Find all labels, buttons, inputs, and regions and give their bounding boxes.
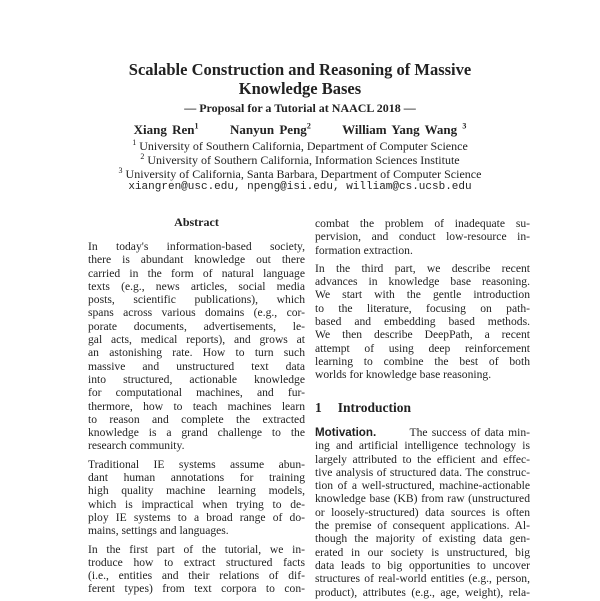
- text-line: combat the problem of inadequate su-: [315, 217, 530, 230]
- abstract-heading: Abstract: [174, 215, 219, 229]
- author-list: [0, 122, 600, 138]
- text-line: (i.e., entities and their relations of dif-: [88, 569, 305, 583]
- text-line: to the literature, focusing on path-: [315, 301, 530, 315]
- author: Nanyun Peng$^2$: [230, 122, 311, 138]
- text-line: In the first part of the tutorial, we in-: [88, 542, 305, 556]
- paragraph: [88, 240, 305, 453]
- text-line: knowledge is a grand challenge to the: [88, 426, 305, 440]
- text-line: tion of a well-structured, machine-actionable: [315, 479, 530, 493]
- introduction-paragraph: [315, 426, 530, 599]
- text-line: or loosely-structured) data sources is often: [315, 505, 530, 519]
- author-emails: xiangren@usc.edu, npeng@isi.edu, william@cs.ucsb.edu: [128, 181, 472, 193]
- text-line: ploy IE systems to a broad range of do-: [88, 510, 305, 524]
- text-line: structures of real-world entities (e.g., person,: [315, 572, 530, 586]
- text-line: ferent types) from text corpora to con-: [88, 582, 305, 596]
- affiliation: $^1$ University of Southern California, Department of Computer Science: [132, 138, 468, 153]
- text-line: based and embedding based methods.: [315, 315, 530, 329]
- text-line: mains, settings and languages.: [88, 524, 229, 538]
- text-line: learning to combine the best of both: [315, 354, 530, 368]
- text-line: carried in the form of natural language: [88, 266, 305, 280]
- text-line: posts, scientific publications), which: [88, 293, 305, 307]
- text-line: product), attributes (e.g., age, weight), rela-: [315, 585, 530, 599]
- text-line: though the majority of existing data gen-: [315, 532, 530, 546]
- text-line: data leads to big opportunities to uncover: [315, 558, 530, 572]
- section-heading: 1 Introduction: [315, 400, 412, 415]
- paragraph: [88, 543, 305, 596]
- paper-title-line-2: Knowledge Bases: [238, 79, 362, 98]
- right-column: [315, 217, 530, 387]
- text-line: tive analysis of structured data. The construc-: [315, 465, 530, 479]
- text-line: into structured, actionable knowledge: [88, 372, 305, 386]
- text-line: formation extraction.: [315, 243, 413, 257]
- text-line: an astonishing rate. How to turn such: [88, 346, 305, 360]
- paragraph: [315, 262, 530, 382]
- paper-subtitle: — Proposal for a Tutorial at NAACL 2018 —: [184, 101, 416, 115]
- paragraph: [88, 458, 305, 538]
- text-line: advances in knowledge base reasoning.: [315, 275, 530, 289]
- text-line: dant human annotations for training: [88, 471, 305, 485]
- text-line: ing and artificial intelligence technology is: [315, 439, 530, 453]
- paper-title-line-1: Scalable Construction and Reasoning of Massive: [128, 60, 472, 79]
- text-line: texts (e.g., news articles, social media: [88, 279, 305, 293]
- affiliation: $^2$ University of Southern California, Information Sciences Institute: [140, 152, 460, 167]
- text-line: erated in our society is unstructured, big: [315, 545, 530, 559]
- text-line: for computational machines, and fur-: [88, 386, 305, 400]
- text-line: pervision, and conduct low-resource in-: [315, 230, 530, 244]
- text-line: there is abundant knowledge out there: [88, 253, 305, 267]
- text-line: worlds for knowledge base reasoning.: [315, 368, 492, 382]
- left-column: [88, 240, 305, 601]
- text-line: massive and unstructured text data: [88, 359, 305, 373]
- text-line: troduce how to extract structured facts: [88, 555, 305, 569]
- text-line: attempt of using deep reinforcement: [315, 341, 530, 355]
- text-line: thermore, how to teach machines learn: [88, 399, 305, 413]
- text-line: We then describe DeepPath, a recent: [315, 328, 530, 342]
- text-line: largely attributed to the efficient and effec-: [315, 452, 530, 466]
- text-line: In the third part, we describe recent: [315, 261, 530, 275]
- text-line: research community.: [88, 439, 185, 453]
- text-line: Motivation. The success of data min-: [315, 426, 530, 439]
- text-line: spans across various domains (e.g., cor-: [88, 306, 305, 320]
- paragraph: [315, 217, 530, 257]
- author: William Yang Wang $^3$: [342, 122, 467, 138]
- text-line: porate documents, advertisements, le-: [88, 319, 305, 333]
- text-line: gal acts, medical reports), and grows at: [88, 333, 305, 347]
- text-line: In today's information-based society,: [88, 240, 305, 253]
- author: Xiang Ren$^1$: [133, 122, 199, 138]
- text-line: Traditional IE systems assume abun-: [88, 457, 305, 471]
- affiliation: $^3$ University of California, Santa Barbara, Department of Computer Science: [118, 166, 482, 181]
- text-line: We start with the gentle introduction: [315, 288, 530, 302]
- motivation-label: Motivation.: [315, 426, 377, 439]
- text-line: which is impractical when trying to de-: [88, 497, 305, 511]
- text-line: high quality machine learning models,: [88, 484, 305, 498]
- text-line: to reason and complete the extracted: [88, 412, 305, 426]
- text-line: knowledge base (KB) from raw (unstructured: [315, 492, 530, 506]
- text-line: the premise of consequent applications. Al-: [315, 519, 530, 533]
